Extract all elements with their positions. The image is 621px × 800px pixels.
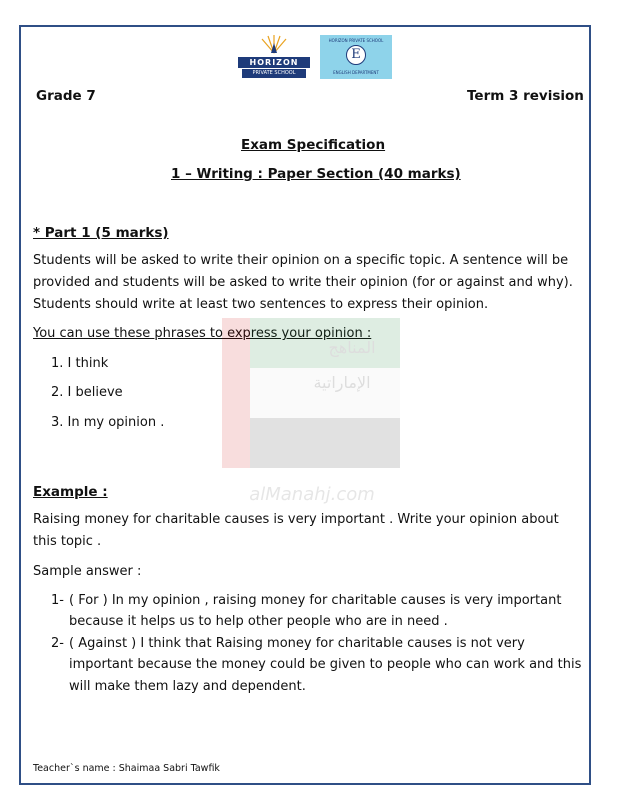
- watermark-logo: [222, 308, 402, 508]
- example-prompt-line-2: this topic .: [33, 534, 102, 549]
- watermark-arabic-1: المناهج: [328, 338, 376, 357]
- part1-heading: * Part 1 (5 marks): [33, 225, 169, 241]
- part1-para-line-3: Students should write at least two sentences to express their opinion.: [33, 297, 489, 312]
- phrase-item: 3. In my opinion .: [51, 415, 165, 430]
- phrase-item: 1. I think: [51, 356, 109, 371]
- torch-icon: [260, 35, 288, 55]
- phrases-heading: You can use these phrases to express your opinion :: [33, 326, 372, 341]
- part1-para-line-1: Students will be asked to write their opinion on a specific topic. A sentence will be: [33, 253, 569, 268]
- answer-2-line-1: ( Against ) I think that Raising money for charitable causes is not very: [69, 636, 525, 651]
- example-prompt-line-1: Raising money for charitable causes is very important . Write your opinion about: [33, 512, 559, 527]
- logo-e-letter: E: [346, 45, 366, 65]
- example-heading: Example :: [33, 484, 108, 500]
- answer-2-line-3: will make them lazy and dependent.: [69, 679, 306, 694]
- phrase-item: 2. I believe: [51, 385, 123, 400]
- term-label: Term 3 revision: [467, 88, 584, 104]
- spec-title: Exam Specification: [241, 137, 386, 153]
- watermark-site: alManahj.com: [249, 484, 375, 505]
- horizon-logo: [238, 35, 310, 79]
- teacher-name: Teacher`s name : Shaimaa Sabri Tawfik: [33, 763, 220, 774]
- answer-1-line-1: ( For ) In my opinion , raising money for charitable causes is very important: [69, 593, 562, 608]
- part1-para-line-2: provided and students will be asked to write their opinion (for or against and why).: [33, 275, 573, 290]
- watermark-arabic-2: الإماراتية: [313, 373, 371, 392]
- answer-1-line-2: because it helps us to help other people who are in need .: [69, 614, 448, 629]
- answer-number: 1-: [51, 593, 64, 608]
- logo-text-sub: PRIVATE SCHOOL: [242, 69, 306, 78]
- school-logos: [238, 35, 392, 79]
- english-dept-logo: [320, 35, 392, 79]
- answer-number: 2-: [51, 636, 64, 651]
- logo-e-bottom: ENGLISH DEPARTMENT: [333, 70, 379, 75]
- logo-e-top: HORIZON PRIVATE SCHOOL: [328, 38, 384, 43]
- sample-answer-label: Sample answer :: [33, 564, 142, 579]
- grade-label: Grade 7: [36, 88, 96, 104]
- logo-text-main: HORIZON: [238, 57, 310, 68]
- answer-2-line-2: important because the money could be given to people who can work and this: [69, 657, 582, 672]
- section-title: 1 – Writing : Paper Section (40 marks): [171, 166, 461, 182]
